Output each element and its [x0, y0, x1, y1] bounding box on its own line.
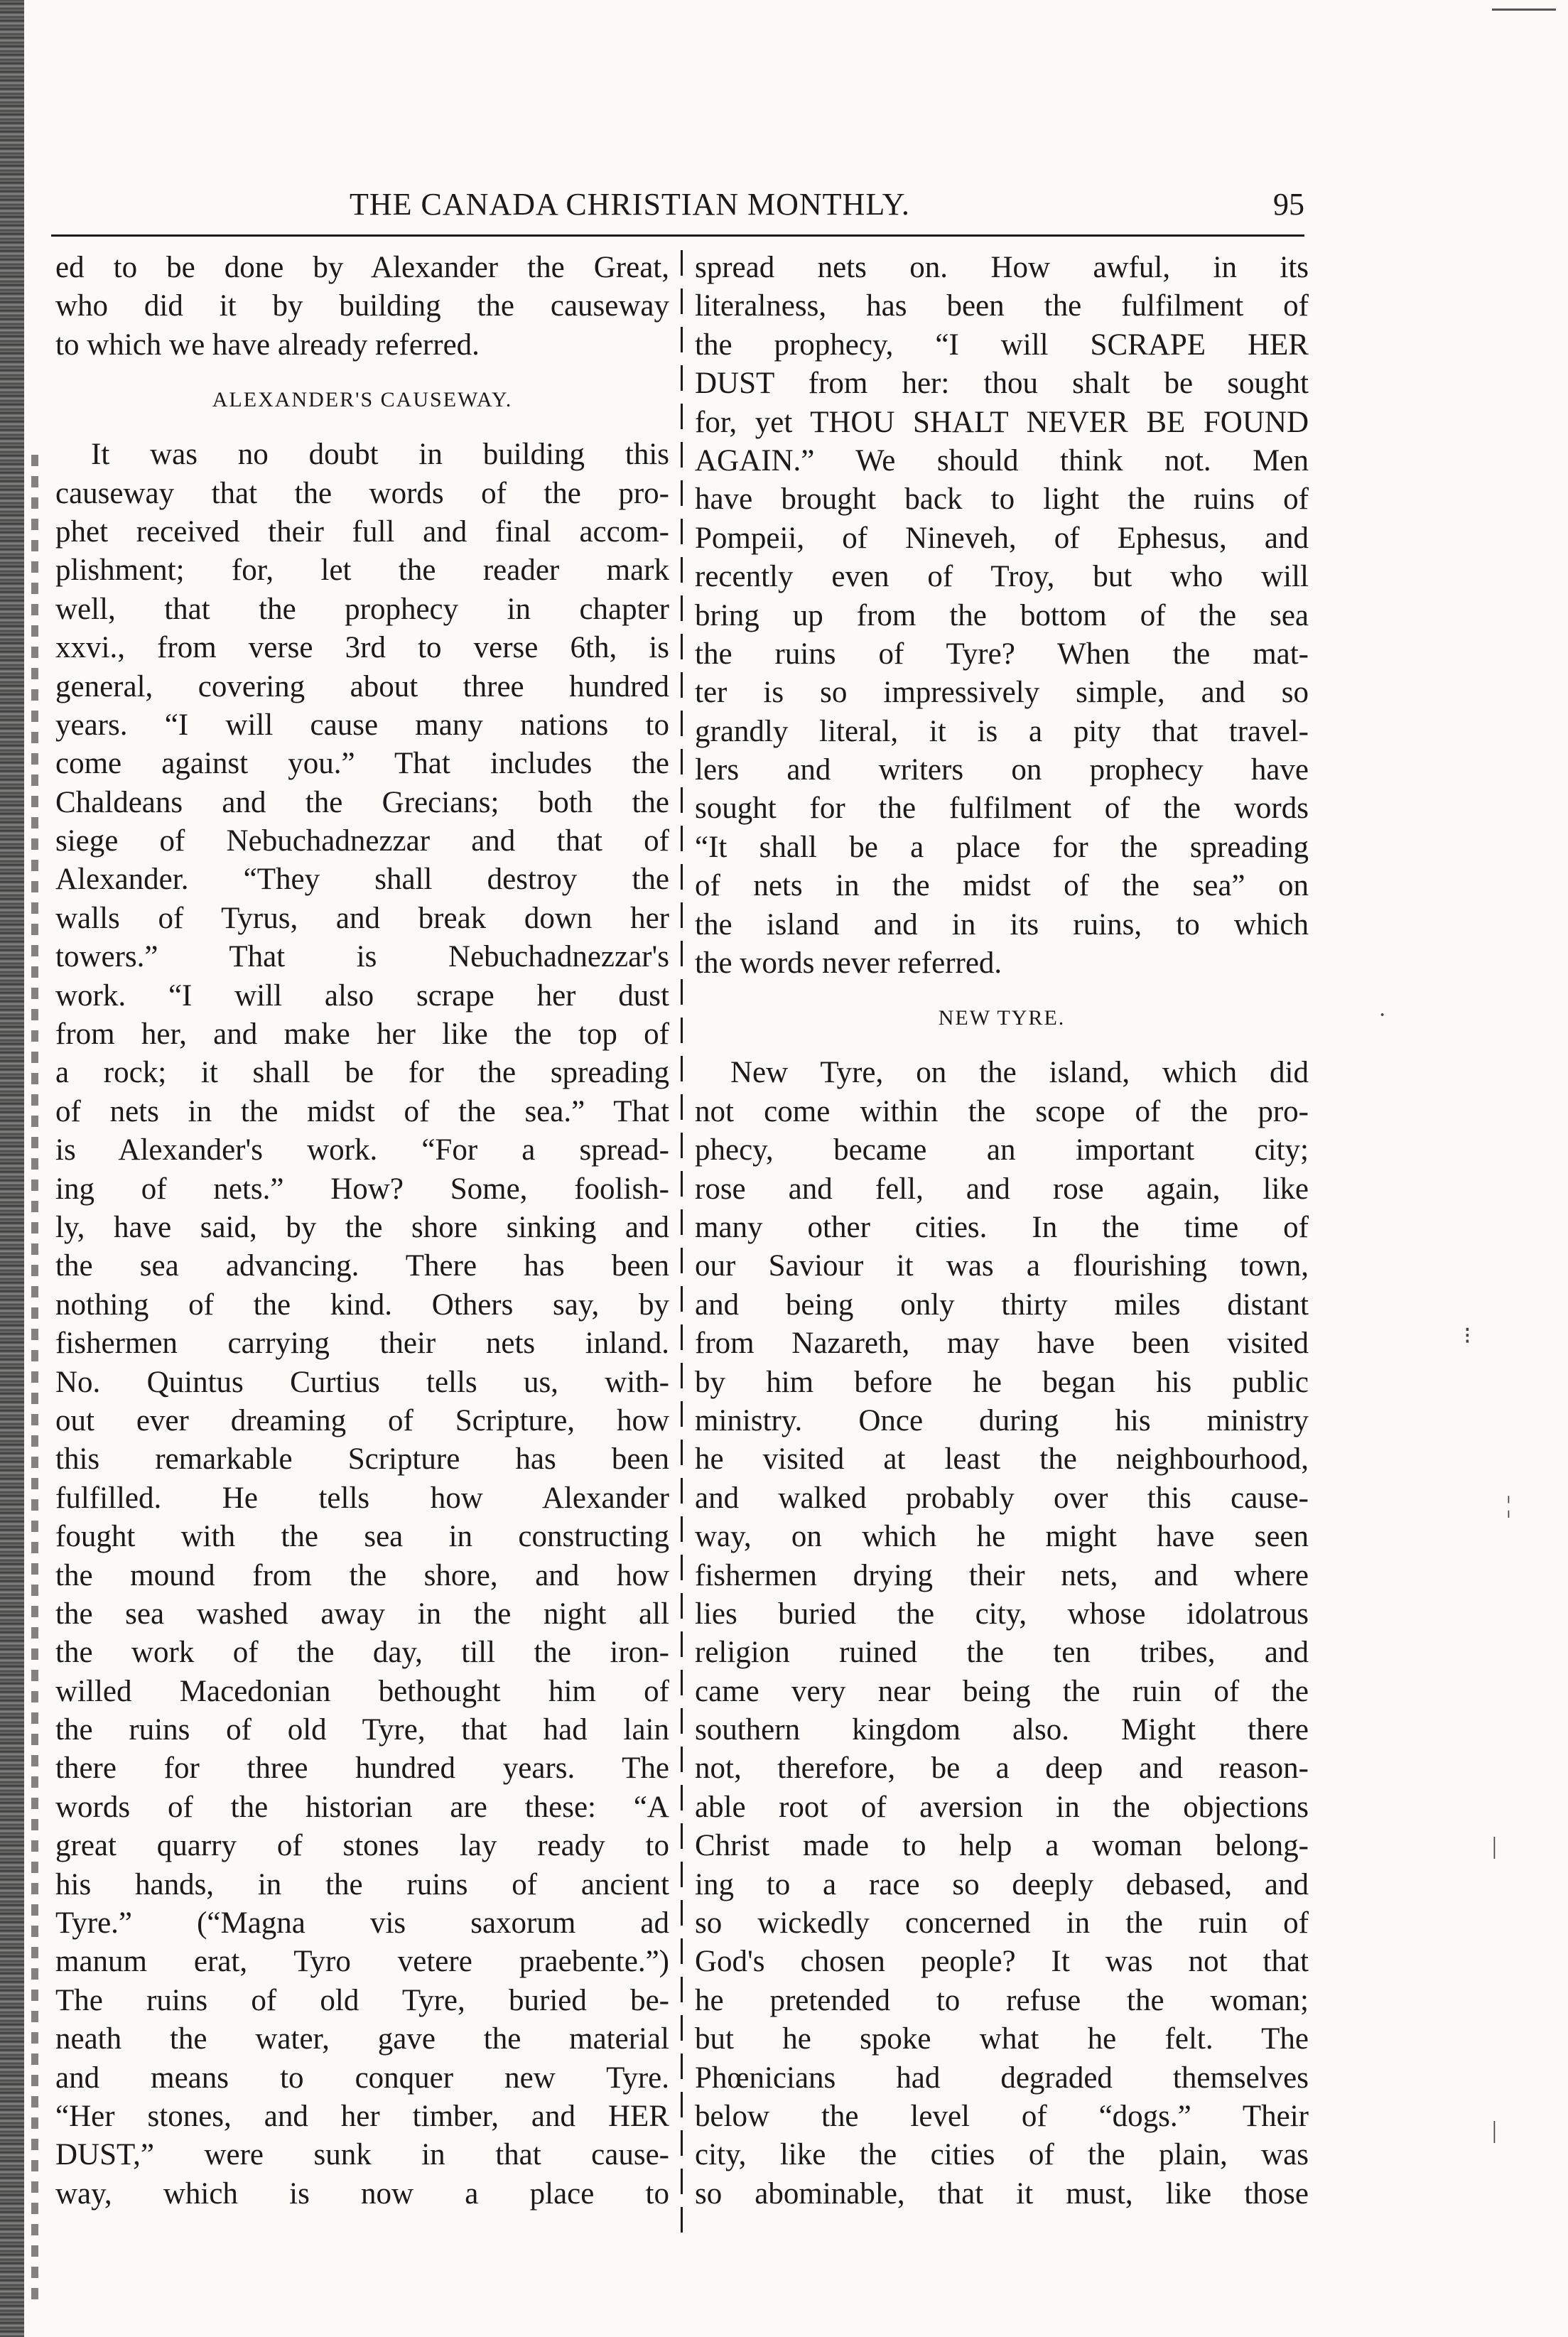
text-line: The ruins of old Tyre, buried be-	[55, 1983, 669, 2017]
text-line: there for three hundred years. The	[55, 1752, 669, 1786]
text-line: God's chosen people? It was not that	[695, 1945, 1309, 1979]
text-line: he pretended to refuse the woman;	[695, 1983, 1309, 2017]
text-line: general, covering about three hundred	[55, 669, 669, 703]
text-line: of nets in the midst of the sea.” That	[55, 1094, 669, 1128]
book-spine-shadow	[0, 0, 24, 2337]
text-line: is Alexander's work. “For a spread-	[55, 1133, 669, 1167]
text-line: the island and in its ruins, to which	[695, 907, 1309, 941]
text-line: have brought back to light the ruins of	[695, 482, 1309, 517]
text-line: rose and fell, and rose again, like	[695, 1172, 1309, 1206]
text-line: sought for the fulfilment of the words	[695, 792, 1309, 826]
text-line: from Nazareth, may have been visited	[695, 1327, 1309, 1361]
text-line: “Her stones, and her timber, and HER	[55, 2099, 669, 2133]
text-line: way, on which he might have seen	[695, 1520, 1309, 1554]
text-line: to which we have already referred.	[55, 328, 480, 362]
text-line: fishermen carrying their nets inland.	[55, 1327, 669, 1361]
section-heading: NEW TYRE.	[938, 1006, 1066, 1030]
text-line: Pompeii, of Nineveh, of Ephesus, and	[695, 521, 1309, 555]
text-line: New Tyre, on the island, which did	[730, 1056, 1309, 1090]
section-heading: ALEXANDER'S CAUSEWAY.	[212, 388, 513, 412]
text-line: fought with the sea in constructing	[55, 1520, 669, 1554]
text-line: the ruins of old Tyre, that had lain	[55, 1713, 669, 1747]
text-line: the mound from the shore, and how	[55, 1558, 669, 1592]
text-line: years. “I will cause many nations to	[55, 708, 669, 742]
text-line: ing of nets.” How? Some, foolish-	[55, 1172, 669, 1206]
text-line: but he spoke what he felt. The	[695, 2022, 1309, 2056]
text-line: literalness, has been the fulfilment of	[695, 289, 1309, 323]
text-line: below the level of “dogs.” Their	[695, 2099, 1309, 2133]
left-column	[55, 249, 669, 2213]
text-line: come against you.” That includes the	[55, 747, 669, 781]
text-line: so wickedly concerned in the ruin of	[695, 1906, 1309, 1941]
text-line: ing to a race so deeply debased, and	[695, 1867, 1309, 1901]
text-line: great quarry of stones lay ready to	[55, 1829, 669, 1863]
text-line: out ever dreaming of Scripture, how	[55, 1403, 669, 1437]
text-line: the work of the day, till the iron-	[55, 1636, 669, 1670]
running-title: THE CANADA CHRISTIAN MONTHLY.	[350, 187, 910, 222]
text-line: lies buried the city, whose idolatrous	[695, 1597, 1309, 1631]
text-line: and walked probably over this cause-	[695, 1481, 1309, 1515]
text-line: No. Quintus Curtius tells us, with-	[55, 1365, 669, 1399]
text-line: DUST,” were sunk in that cause-	[55, 2138, 669, 2172]
text-line: ly, have said, by the shore sinking and	[55, 1210, 669, 1244]
text-line: plishment; for, let the reader mark	[55, 554, 669, 588]
text-line: phecy, became an important city;	[695, 1133, 1309, 1167]
text-line: Phœnicians had degraded themselves	[695, 2061, 1309, 2095]
text-line: ter is so impressively simple, and so	[695, 676, 1309, 710]
text-line: bring up from the bottom of the sea	[695, 598, 1309, 632]
text-line: causeway that the words of the pro-	[55, 476, 669, 510]
text-line: came very near being the ruin of the	[695, 1674, 1309, 1708]
page-header	[51, 186, 1304, 229]
text-line: the sea advancing. There has been	[55, 1249, 669, 1283]
text-line: nothing of the kind. Others say, by	[55, 1288, 669, 1322]
margin-mark: ·	[1378, 1002, 1387, 1028]
text-line: willed Macedonian bethought him of	[55, 1674, 669, 1708]
text-line: words of the historian are these: “A	[55, 1790, 669, 1824]
margin-mark: |	[1492, 2117, 1497, 2144]
text-line: from her, and make her like the top of	[55, 1018, 669, 1052]
text-line: fulfilled. He tells how Alexander	[55, 1481, 669, 1515]
text-line: city, like the cities of the plain, was	[695, 2138, 1309, 2172]
text-line: neath the water, gave the material	[55, 2022, 669, 2056]
text-line: southern kingdom also. Might there	[695, 1713, 1309, 1747]
text-line: well, that the prophecy in chapter	[55, 592, 669, 626]
text-line: It was no doubt in building this	[91, 438, 669, 472]
text-line: ed to be done by Alexander the Great,	[55, 251, 669, 284]
text-line: manum erat, Tyro vetere praebente.”)	[55, 1945, 669, 1979]
text-line: fishermen drying their nets, and where	[695, 1558, 1309, 1592]
text-line: “It shall be a place for the spreading	[695, 830, 1309, 864]
header-rule	[51, 234, 1304, 237]
text-line: of nets in the midst of the sea” on	[695, 869, 1309, 903]
text-line: his hands, in the ruins of ancient	[55, 1867, 669, 1901]
text-line: a rock; it shall be for the spreading	[55, 1056, 669, 1090]
text-line: way, which is now a place to	[55, 2176, 669, 2211]
text-line: and means to conquer new Tyre.	[55, 2061, 669, 2095]
text-line: the words never referred.	[695, 946, 1002, 981]
text-line: the sea washed away in the night all	[55, 1597, 669, 1631]
text-line: and being only thirty miles distant	[695, 1288, 1309, 1322]
text-line: work. “I will also scrape her dust	[55, 978, 669, 1013]
text-line: spread nets on. How awful, in its	[695, 251, 1309, 284]
text-line: xxvi., from verse 3rd to verse 6th, is	[55, 631, 669, 665]
text-line: Christ made to help a woman belong-	[695, 1829, 1309, 1863]
text-line: our Saviour it was a flourishing town,	[695, 1249, 1309, 1283]
margin-mark: ⁝	[1464, 1323, 1471, 1349]
text-line: grandly literal, it is a pity that travel-	[695, 714, 1309, 748]
text-line: recently even of Troy, but who will	[695, 560, 1309, 594]
page-number: 95	[1273, 187, 1304, 222]
text-line: phet received their full and final accom-	[55, 514, 669, 549]
text-line: religion ruined the ten tribes, and	[695, 1636, 1309, 1670]
text-line: AGAIN.” We should think not. Men	[695, 443, 1309, 477]
text-line: not come within the scope of the pro-	[695, 1094, 1309, 1128]
corner-rule	[1492, 9, 1556, 11]
text-line: siege of Nebuchadnezzar and that of	[55, 824, 669, 858]
text-line: lers and writers on prophecy have	[695, 753, 1309, 787]
text-line: so abominable, that it must, like those	[695, 2176, 1309, 2211]
text-line: this remarkable Scripture has been	[55, 1442, 669, 1477]
page-edge-marks	[31, 455, 38, 2302]
text-line: who did it by building the causeway	[55, 289, 669, 323]
margin-mark: |	[1492, 1833, 1497, 1860]
margin-mark: ¦	[1506, 1492, 1511, 1518]
text-line: many other cities. In the time of	[695, 1210, 1309, 1244]
right-column	[695, 249, 1309, 2213]
text-line: towers.” That is Nebuchadnezzar's	[55, 940, 669, 974]
text-line: Alexander. “They shall destroy the	[55, 863, 669, 897]
text-line: by him before he began his public	[695, 1365, 1309, 1399]
text-line: not, therefore, be a deep and reason-	[695, 1752, 1309, 1786]
column-divider	[681, 250, 683, 2240]
text-line: able root of aversion in the objections	[695, 1790, 1309, 1824]
text-line: Chaldeans and the Grecians; both the	[55, 785, 669, 819]
text-line: for, yet THOU SHALT NEVER BE FOUND	[695, 405, 1309, 439]
text-line: Tyre.” (“Magna vis saxorum ad	[55, 1906, 669, 1941]
text-line: the ruins of Tyre? When the mat-	[695, 637, 1309, 671]
text-line: the prophecy, “I will SCRAPE HER	[695, 328, 1309, 362]
text-line: ministry. Once during his ministry	[695, 1403, 1309, 1437]
text-line: DUST from her: thou shalt be sought	[695, 367, 1309, 401]
text-line: he visited at least the neighbourhood,	[695, 1442, 1309, 1477]
text-line: walls of Tyrus, and break down her	[55, 901, 669, 935]
